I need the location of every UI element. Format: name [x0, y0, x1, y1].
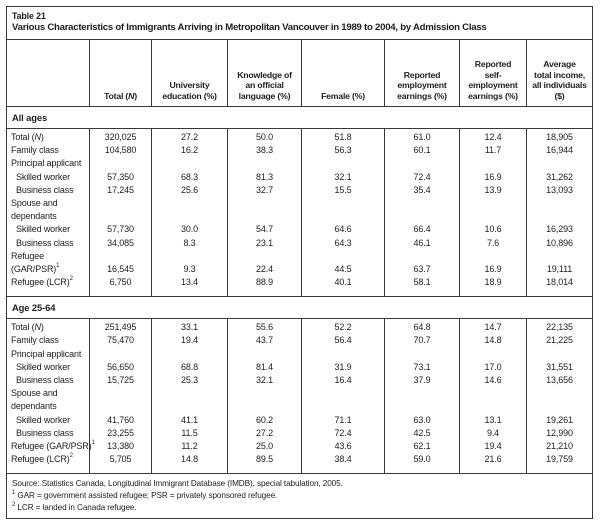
column-header-line: all individuals	[532, 80, 587, 91]
table-cell: 16,944	[546, 145, 573, 156]
row-label: (GAR/PSR)$^1$	[11, 262, 60, 274]
value-column	[152, 129, 228, 296]
table-cell: 32.7	[256, 184, 273, 195]
table-cell: 57,730	[107, 224, 134, 235]
column-header-line: earnings (%)	[468, 90, 518, 101]
table-cell	[90, 197, 151, 210]
table-cell: 38.3	[256, 145, 273, 156]
table-cell: 63.7	[413, 263, 431, 274]
table-cell: 54.7	[256, 224, 273, 235]
table-cell	[527, 197, 592, 210]
table-cell: 14.6	[484, 375, 502, 385]
table-cell: 18,014	[546, 277, 573, 288]
column-header-line: an official	[245, 80, 284, 91]
column-header-university-education	[152, 40, 228, 106]
table-cell: 320,025	[104, 132, 137, 142]
column-header-line: Knowledge of	[237, 69, 292, 80]
table-cell: 72.4	[413, 171, 431, 182]
table-cell: 35.4	[413, 184, 431, 195]
table-cell	[302, 250, 384, 263]
row-label: Spouse and	[11, 197, 58, 208]
table-cell: 13,656	[546, 375, 573, 385]
table-cell: 21,210	[546, 440, 573, 451]
column-header-employment-earnings	[385, 40, 460, 106]
column-header-line: Average	[543, 59, 576, 70]
table-cell	[460, 210, 526, 223]
table-cell	[460, 400, 526, 413]
row-label: Principal applicant	[11, 158, 82, 169]
table-cell: 17.0	[484, 361, 502, 372]
table-cell: 64.3	[334, 237, 352, 248]
table-cell: 8.3	[183, 237, 196, 248]
table-cell	[90, 157, 151, 170]
value-column	[385, 129, 460, 296]
table-cell: 30.0	[181, 224, 198, 235]
table-cell: 16,293	[546, 224, 573, 235]
table-cell	[90, 348, 151, 361]
table-cell: 58.1	[413, 277, 431, 288]
table-cell: 56.3	[334, 145, 352, 156]
table-cell: 64.6	[334, 224, 352, 235]
row-label: Business class	[16, 237, 74, 248]
table-cell: 13.1	[484, 414, 502, 425]
column-header-line: earnings (%)	[397, 90, 447, 101]
table-cell	[228, 348, 301, 361]
table-cell: 10.6	[484, 224, 502, 235]
table-cell: 14.7	[484, 322, 502, 333]
section-body	[7, 319, 592, 474]
table-cell	[460, 387, 526, 400]
section-body	[7, 129, 592, 297]
table-cell: 13.9	[484, 184, 502, 195]
table-cell: 15.5	[334, 184, 352, 195]
table-cell: 13,380	[107, 440, 134, 451]
table-cell: 33.1	[181, 322, 198, 333]
table-cell: 19,111	[546, 263, 573, 274]
table-cell: 104,580	[104, 145, 137, 156]
table-cell: 62.1	[413, 440, 431, 451]
table-cell	[527, 387, 592, 400]
table-cell	[90, 250, 151, 263]
table-cell: 16.2	[181, 145, 198, 156]
column-header-self-employment-earnings	[460, 40, 527, 106]
row-label: Refugee (GAR/PSR)$^1$	[11, 439, 95, 451]
table-cell: 64.8	[413, 322, 431, 333]
table-cell	[152, 387, 227, 400]
table-cell: 52.2	[334, 322, 352, 333]
value-column	[152, 319, 228, 473]
row-label: Skilled worker	[16, 224, 70, 235]
table-cell	[460, 157, 526, 170]
table-cell: 16.9	[484, 171, 502, 182]
table-cell: 41,760	[107, 414, 134, 425]
table-cell	[90, 400, 151, 413]
table-cell	[527, 400, 592, 413]
table-cell: 22,135	[546, 322, 573, 333]
table-cell	[152, 400, 227, 413]
table-cell: 41.1	[181, 414, 198, 425]
row-label: Family class	[11, 145, 59, 156]
row-label: Principal applicant	[11, 348, 82, 359]
table-cell	[302, 210, 384, 223]
table-cell: 63.0	[413, 414, 431, 425]
table-cell: 14.8	[181, 454, 198, 465]
value-column	[302, 129, 385, 296]
column-header-line: language (%)	[238, 90, 291, 101]
table-cell: 38.4	[334, 454, 352, 465]
table-cell: 7.6	[486, 237, 500, 248]
table-cell: 70.7	[413, 335, 431, 346]
row-label: Skilled worker	[16, 361, 70, 372]
row-label: Refugee (LCR)$^2$	[11, 453, 73, 465]
table-cell: 51.8	[334, 132, 352, 142]
value-column	[90, 319, 152, 473]
table-cell: 13.4	[181, 277, 198, 288]
table-cell: 68.3	[181, 171, 198, 182]
row-label: Refugee (LCR)$^2$	[11, 276, 73, 288]
section-band: Age 25-64	[7, 297, 592, 319]
footnote-line: Source: Statistics Canada, Longitudinal Immigrant Database (IMDB), special tabulation, 2005.	[12, 479, 343, 489]
table-cell	[527, 210, 592, 223]
table-cell: 55.6	[256, 322, 273, 333]
table-cell: 31,551	[546, 361, 573, 372]
column-header-line: total income,	[534, 69, 585, 80]
table-cell	[302, 400, 384, 413]
table-cell	[385, 210, 459, 223]
table-cell	[90, 210, 151, 223]
table-cell	[228, 197, 301, 210]
table-cell: 16.4	[334, 375, 352, 385]
table-cell: 14.8	[484, 335, 502, 346]
value-column	[90, 129, 152, 296]
row-label: Refugee	[11, 250, 44, 261]
table-cell: 43.7	[256, 335, 273, 346]
table-cell: 43.6	[334, 440, 352, 451]
table-cell: 11.2	[181, 440, 198, 451]
table-cell	[302, 387, 384, 400]
value-column	[527, 319, 592, 473]
table-cell: 68.8	[181, 361, 198, 372]
row-label: Business class	[16, 375, 74, 385]
column-header-line: employment	[397, 80, 447, 91]
table-cell: 75,470	[107, 335, 134, 346]
column-header-line: University	[169, 80, 210, 91]
value-column	[302, 319, 385, 473]
table-cell: 15,725	[107, 375, 134, 385]
row-label: dependants	[11, 211, 57, 222]
table-cell: 66.4	[413, 224, 431, 235]
footnotes	[7, 474, 592, 518]
row-label: Spouse and	[11, 388, 58, 399]
table-cell: 19.4	[484, 440, 502, 451]
table-cell	[302, 348, 384, 361]
row-label: Business class	[16, 427, 74, 438]
table-cell	[228, 157, 301, 170]
table-cell: 6,750	[109, 277, 132, 288]
value-column	[460, 129, 527, 296]
table-cell: 27.2	[256, 427, 273, 438]
column-header-line: employment	[468, 80, 518, 91]
table-cell: 27.2	[181, 132, 198, 142]
table-cell	[527, 250, 592, 263]
table-title-block	[7, 7, 592, 40]
table-cell: 19.4	[181, 335, 198, 346]
table-cell: 12.4	[484, 132, 502, 142]
table-cell: 31,262	[546, 171, 573, 182]
table-body	[7, 107, 592, 474]
table-cell: 72.4	[334, 427, 352, 438]
table-cell	[385, 348, 459, 361]
column-header-row-labels	[7, 40, 90, 106]
column-header-average-total-income	[527, 40, 592, 106]
table-cell	[228, 210, 301, 223]
table-cell: 46.1	[413, 237, 431, 248]
table-cell	[228, 387, 301, 400]
table-cell: 10,896	[546, 237, 573, 248]
value-column	[228, 319, 302, 473]
column-header-line: Total (N)	[104, 90, 137, 101]
table-cell: 42.5	[413, 427, 431, 438]
table-cell: 5,705	[109, 454, 132, 465]
table-cell: 73.1	[413, 361, 431, 372]
table-cell: 16,545	[107, 263, 134, 274]
table-cell	[385, 157, 459, 170]
table-cell	[460, 348, 526, 361]
table-cell: 56.4	[334, 335, 352, 346]
table-cell	[152, 197, 227, 210]
row-label: Total (N)	[11, 322, 44, 333]
row-label: Business class	[16, 184, 74, 195]
table-cell	[90, 387, 151, 400]
table-cell: 31.9	[334, 361, 352, 372]
table-caption: Various Characteristics of Immigrants Arriving in Metropolitan Vancouver in 1989 to 2004, by Admission Class	[12, 22, 487, 33]
table-cell: 23.1	[256, 237, 273, 248]
table-cell: 11.7	[484, 145, 502, 156]
table-cell: 21,225	[546, 335, 573, 346]
table-cell: 11.5	[181, 427, 198, 438]
table-cell: 81.3	[256, 171, 273, 182]
row-label: Skilled worker	[16, 414, 70, 425]
table-cell: 40.1	[334, 277, 352, 288]
table-cell: 89.5	[256, 454, 273, 465]
table-cell: 25.0	[256, 440, 273, 451]
row-label: Family class	[11, 335, 59, 346]
table-cell: 60.2	[256, 414, 273, 425]
table-cell	[152, 250, 227, 263]
footnote-line: $^1$ GAR = government assisted refugee; PSR = privately sponsored refugee.	[12, 489, 278, 500]
table-cell: 88.9	[256, 277, 273, 288]
table-cell	[460, 197, 526, 210]
table-cell: 50.0	[256, 132, 273, 142]
table-cell: 32.1	[334, 171, 352, 182]
table-cell: 25.3	[181, 375, 198, 385]
table-cell	[385, 250, 459, 263]
column-header-total-n	[90, 40, 152, 106]
column-header-line: Female (%)	[321, 90, 365, 101]
table-cell: 17,245	[107, 184, 134, 195]
table-cell	[385, 387, 459, 400]
table-cell: 21.6	[484, 454, 502, 465]
table-cell	[527, 348, 592, 361]
row-label: Skilled worker	[16, 171, 70, 182]
column-header-female	[302, 40, 385, 106]
column-header-line: education (%)	[162, 90, 217, 101]
table-cell	[302, 197, 384, 210]
table-cell	[152, 348, 227, 361]
section-band: All ages	[7, 107, 592, 129]
table-cell: 81.4	[256, 361, 273, 372]
table-cell: 57,350	[107, 171, 134, 182]
row-label-column	[7, 319, 95, 473]
table-cell	[460, 250, 526, 263]
column-header-official-language	[228, 40, 302, 106]
table-cell: 16.9	[484, 263, 502, 274]
table-cell: 59.0	[413, 454, 431, 465]
table-number: Table 21	[12, 11, 46, 21]
table-cell: 9.3	[183, 263, 196, 274]
table-cell	[385, 400, 459, 413]
table-cell	[152, 157, 227, 170]
table-cell: 56,650	[107, 361, 134, 372]
row-label: Total (N)	[11, 132, 44, 142]
table-cell: 34,085	[107, 237, 134, 248]
table-cell	[527, 157, 592, 170]
row-label-column	[7, 129, 90, 296]
table-cell	[302, 157, 384, 170]
value-column	[228, 129, 302, 296]
footnote-line: $^2$ LCR = landed in Canada refugee.	[12, 501, 137, 512]
table-cell: 9.4	[486, 427, 500, 438]
value-column	[527, 129, 592, 296]
header-row	[7, 40, 592, 107]
table-cell: 60.1	[413, 145, 431, 156]
table-cell: 61.0	[413, 132, 431, 142]
table-cell	[228, 250, 301, 263]
table-cell: 19,759	[546, 454, 573, 465]
column-header-line: self-	[484, 69, 502, 80]
value-column	[460, 319, 527, 473]
table-frame	[6, 6, 593, 519]
table-cell	[385, 197, 459, 210]
table-cell: 37.9	[413, 375, 431, 385]
table-cell: 13,093	[546, 184, 573, 195]
table-cell	[228, 400, 301, 413]
row-label: dependants	[11, 401, 57, 412]
table-cell: 18.9	[484, 277, 502, 288]
column-header-line: Reported	[474, 59, 512, 70]
table-cell: 22.4	[256, 263, 273, 274]
table-cell: 32.1	[256, 375, 273, 385]
table-cell: 18,905	[546, 132, 573, 142]
table-cell: 44.5	[334, 263, 352, 274]
value-column	[385, 319, 460, 473]
table-cell: 23,255	[107, 427, 134, 438]
table-cell: 19,261	[546, 414, 573, 425]
column-header-line: Reported	[403, 69, 441, 80]
table-cell: 12,990	[546, 427, 573, 438]
column-header-line: ($)	[554, 90, 565, 101]
table-cell	[152, 210, 227, 223]
table-cell: 25.6	[181, 184, 198, 195]
table-cell: 251,495	[104, 322, 137, 333]
table-cell: 71.1	[334, 414, 352, 425]
